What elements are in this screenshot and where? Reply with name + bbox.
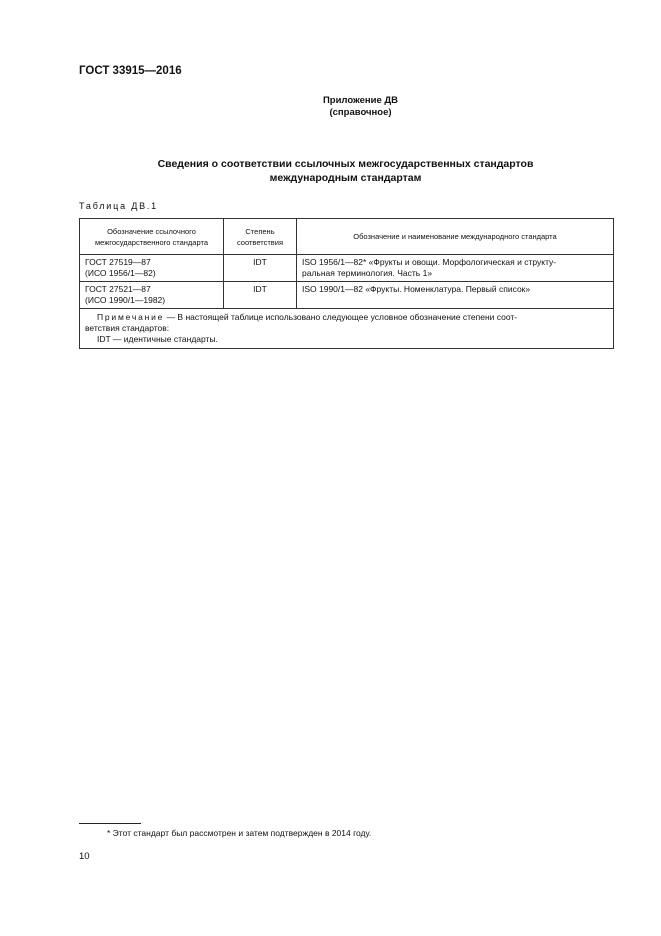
appendix-title: Приложение ДВ [322, 95, 399, 106]
international-standard-cell: ISO 1990/1—82 «Фрукты. Номенклатура. Первый список» [297, 282, 614, 309]
table-caption: Таблица ДВ.1 [79, 201, 158, 211]
reference-cell: ГОСТ 27521—87 (ИСО 1990/1—1982) [80, 282, 224, 309]
page-number: 10 [79, 851, 90, 862]
column-header-international: Обозначение и наименование международного стандарта [297, 219, 614, 255]
document-code: ГОСТ 33915—2016 [79, 65, 182, 77]
note-label: Примечание [97, 312, 165, 322]
footnote: * Этот стандарт был рассмотрен и затем подтвержден в 2014 году. [107, 828, 372, 838]
note-idt-definition: IDT — идентичные стандарты. [97, 334, 218, 344]
footnote-divider [79, 823, 141, 824]
table-row [80, 282, 614, 309]
section-heading [0, 157, 661, 185]
international-standard-cell: ISO 1956/1—82* «Фрукты и овощи. Морфологическая и структу- ральная терминология. Часть 1» [297, 255, 614, 282]
note-text-continued: ветствия стандартов: [85, 323, 170, 333]
appendix-subtitle: (справочное) [329, 107, 392, 118]
table-header-row [80, 219, 614, 255]
section-heading-line2: международным стандартам [269, 172, 422, 184]
table-row [80, 255, 614, 282]
note-text: — В настоящей таблице использовано следующее условное обозначение степени соот- [164, 312, 518, 322]
table-note [80, 309, 614, 349]
column-header-degree: Степень соответствия [224, 219, 297, 255]
table-note-row [80, 309, 614, 349]
reference-cell: ГОСТ 27519—87 (ИСО 1956/1—82) [80, 255, 224, 282]
degree-cell: IDT [224, 282, 297, 309]
column-header-reference: Обозначение ссылочного межгосударственного стандарта [80, 219, 224, 255]
section-heading-line1: Сведения о соответствии ссылочных межгосударственных стандартов [157, 158, 534, 170]
degree-cell: IDT [224, 255, 297, 282]
conformity-table [79, 218, 614, 349]
